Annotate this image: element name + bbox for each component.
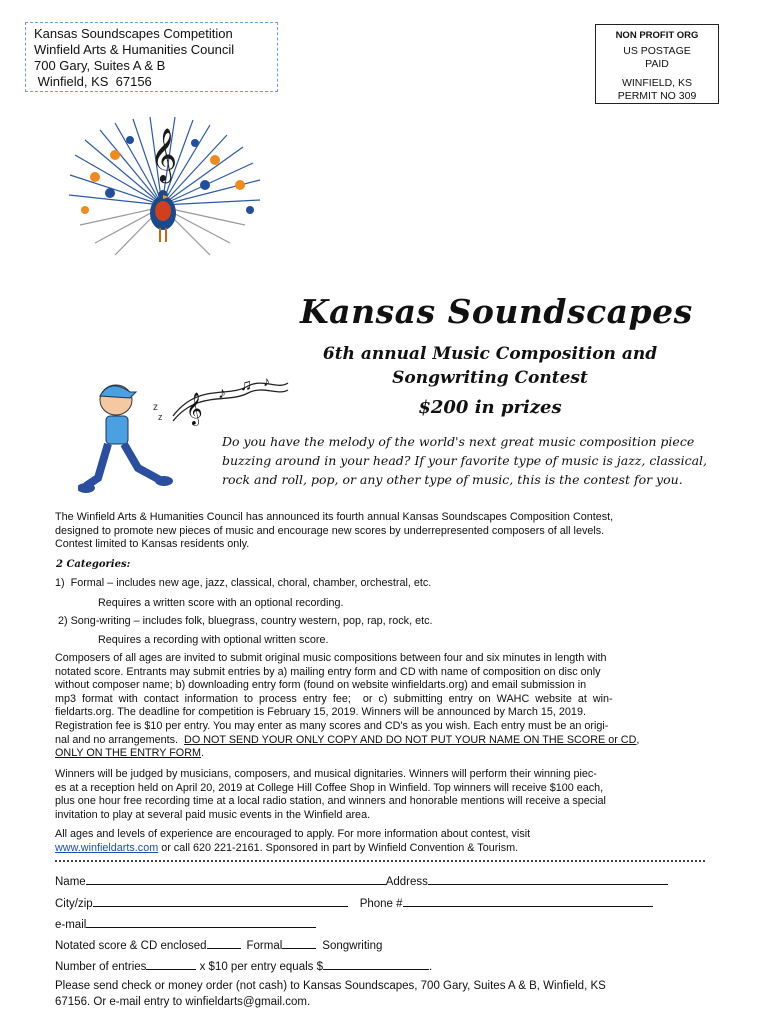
postage-line: PERMIT NO 309	[617, 90, 697, 102]
form-row-entries	[55, 957, 432, 973]
songwriting-label: Songwriting	[322, 940, 383, 952]
send-line: Please send check or money order (not cash) to Kansas Soundscapes, 700 Gary, Suites A & B, Winfield, KS	[55, 980, 606, 992]
warning-text: DO NOT SEND YOUR ONLY COPY AND DO NOT PUT YOUR NAME ON THE SCORE or CD,	[184, 733, 640, 746]
winners-line: Winners will be judged by musicians, composers, and musical dignitaries. Winners will perform their winning piec-	[55, 768, 597, 780]
notated-label: Notated score & CD enclosed	[55, 940, 207, 952]
dotted-separator	[55, 860, 705, 862]
postage-line: PAID	[645, 58, 669, 70]
winners-line: plus one hour free recording time at a local radio station, and winners and honorable mentions will receive a special	[55, 795, 606, 808]
return-address-line: Winfield Arts & Humanities Council	[34, 42, 235, 57]
form-row-city	[55, 894, 653, 910]
total-field[interactable]	[323, 957, 429, 970]
winners-line: invitation to play at several paid music events in the Winfield area.	[55, 808, 371, 821]
email-field[interactable]	[86, 915, 316, 928]
apply-line	[55, 842, 715, 856]
composers-line: Composers of all ages are invited to submit original music compositions between four and six minutes in length with	[55, 652, 607, 664]
address-field[interactable]	[428, 872, 668, 885]
formal-field[interactable]	[282, 936, 316, 949]
winners-line: es at a reception held on April 20, 2019 at College Hill Coffee Shop in Winfield. Top winners will receive $100 each,	[55, 781, 604, 794]
times-label: x $10 per entry equals $	[196, 961, 323, 973]
category-songwriting: 2) Song-writing – includes folk, bluegrass, country western, pop, rap, rock, etc.	[55, 615, 433, 627]
return-address-line: Kansas Soundscapes Competition	[34, 26, 233, 41]
composers-line	[55, 747, 715, 761]
name-field[interactable]	[86, 872, 386, 885]
composers-line: Registration fee is $10 per entry. You may enter as many scores and CD's as you wish. Each entry must be an origi-	[55, 719, 609, 732]
category-formal: 1) Formal – includes new age, jazz, classical, choral, chamber, orchestral, etc.	[55, 577, 432, 589]
return-address-line: 700 Gary, Suites A & B	[34, 58, 166, 73]
svg-text:𝄞: 𝄞	[150, 127, 178, 181]
postage-line: US POSTAGE	[623, 45, 691, 57]
svg-text:♫: ♫	[240, 377, 252, 394]
cityzip-field[interactable]	[93, 894, 348, 907]
apply-text: or call 620 221-2161. Sponsored in part by Winfield Convention & Tourism.	[158, 841, 519, 854]
svg-text:𝄞: 𝄞	[186, 392, 203, 425]
subtitle-line: 6th annual Music Composition and	[322, 344, 658, 364]
send-instructions	[55, 978, 606, 1010]
contest-tagline	[222, 432, 722, 489]
return-address-line: Winfield, KS 67156	[34, 74, 152, 89]
composers-line: notated score. Entrants may submit entries by a) mailing entry form and CD with name of composition on disc only	[55, 665, 601, 678]
intro-line: designed to promote new pieces of music and encourage new scores by underrepresented composers of all levels.	[55, 524, 605, 537]
form-row-enclosed	[55, 936, 382, 952]
subtitle-line: Songwriting Contest	[392, 368, 588, 388]
postage-indicia	[595, 24, 719, 104]
website-link[interactable]: www.winfieldarts.com	[55, 841, 159, 854]
entries-field[interactable]	[146, 957, 196, 970]
composers-text: .	[200, 747, 204, 760]
tagline-line: rock and roll, pop, or any other type of music, this is the contest for you.	[222, 472, 683, 487]
warning-text: ONLY ON THE ENTRY FORM	[55, 747, 201, 760]
intro-line: The Winfield Arts & Humanities Council has announced its fourth annual Kansas Soundscapes Composition Contest,	[55, 511, 614, 523]
phone-field[interactable]	[403, 894, 653, 907]
svg-text:♪: ♪	[263, 373, 270, 389]
email-label: e-mail	[55, 919, 87, 931]
address-label: Address	[385, 876, 428, 888]
form-row-name	[55, 872, 668, 888]
prize-amount: $200 in prizes	[418, 397, 562, 418]
composers-line: fieldarts.org. The deadline for competition is February 15, 2019. Winners will be announced by March 15, 2019.	[55, 706, 586, 719]
notated-field[interactable]	[207, 936, 241, 949]
entries-label: Number of entries	[55, 961, 147, 973]
name-label: Name	[55, 876, 86, 888]
contest-subtitle	[300, 342, 680, 390]
svg-text:z: z	[158, 412, 163, 422]
intro-paragraph	[55, 511, 715, 552]
category-songwriting-note: Requires a recording with optional written score.	[98, 634, 329, 646]
winners-paragraph	[55, 768, 715, 822]
tagline-line: Do you have the melody of the world's next great music composition piece	[222, 434, 695, 449]
entry-form	[55, 872, 715, 1012]
svg-text:♪: ♪	[218, 385, 226, 402]
cityzip-label: City/zip	[55, 898, 93, 910]
apply-paragraph	[55, 828, 715, 855]
period: .	[429, 961, 433, 973]
composers-line: without composer name; b) downloading entry form (found on website winfieldarts.org) and email submission in	[55, 679, 587, 692]
send-line: 67156. Or e-mail entry to winfieldarts@gmail.com.	[55, 996, 311, 1008]
postage-line: WINFIELD, KS	[621, 77, 692, 89]
tagline-line: buzzing around in your head? If your favorite type of music is jazz, classical,	[222, 453, 708, 468]
page-title: Kansas Soundscapes	[300, 292, 693, 331]
composers-line: mp3 format with contact information to process entry fee; or c) submitting entry on WAHC website at win-	[55, 692, 613, 705]
form-row-email	[55, 915, 316, 931]
svg-text:z: z	[153, 402, 158, 413]
phone-label: Phone #	[359, 898, 403, 910]
categories-heading: 2 Categories:	[56, 559, 131, 570]
category-formal-note: Requires a written score with an optional recording.	[98, 597, 344, 609]
formal-label: Formal	[246, 940, 283, 952]
intro-line: Contest limited to Kansas residents only.	[55, 538, 250, 551]
music-peacock-illustration	[55, 115, 270, 265]
apply-line: All ages and levels of experience are encouraged to apply. For more information about contest, visit	[55, 828, 531, 840]
return-address	[25, 22, 278, 92]
composers-line	[55, 734, 715, 748]
composers-text: nal and no arrangements.	[55, 733, 185, 746]
postage-nonprofit: NON PROFIT ORG	[615, 30, 699, 41]
composers-paragraph	[55, 652, 715, 761]
